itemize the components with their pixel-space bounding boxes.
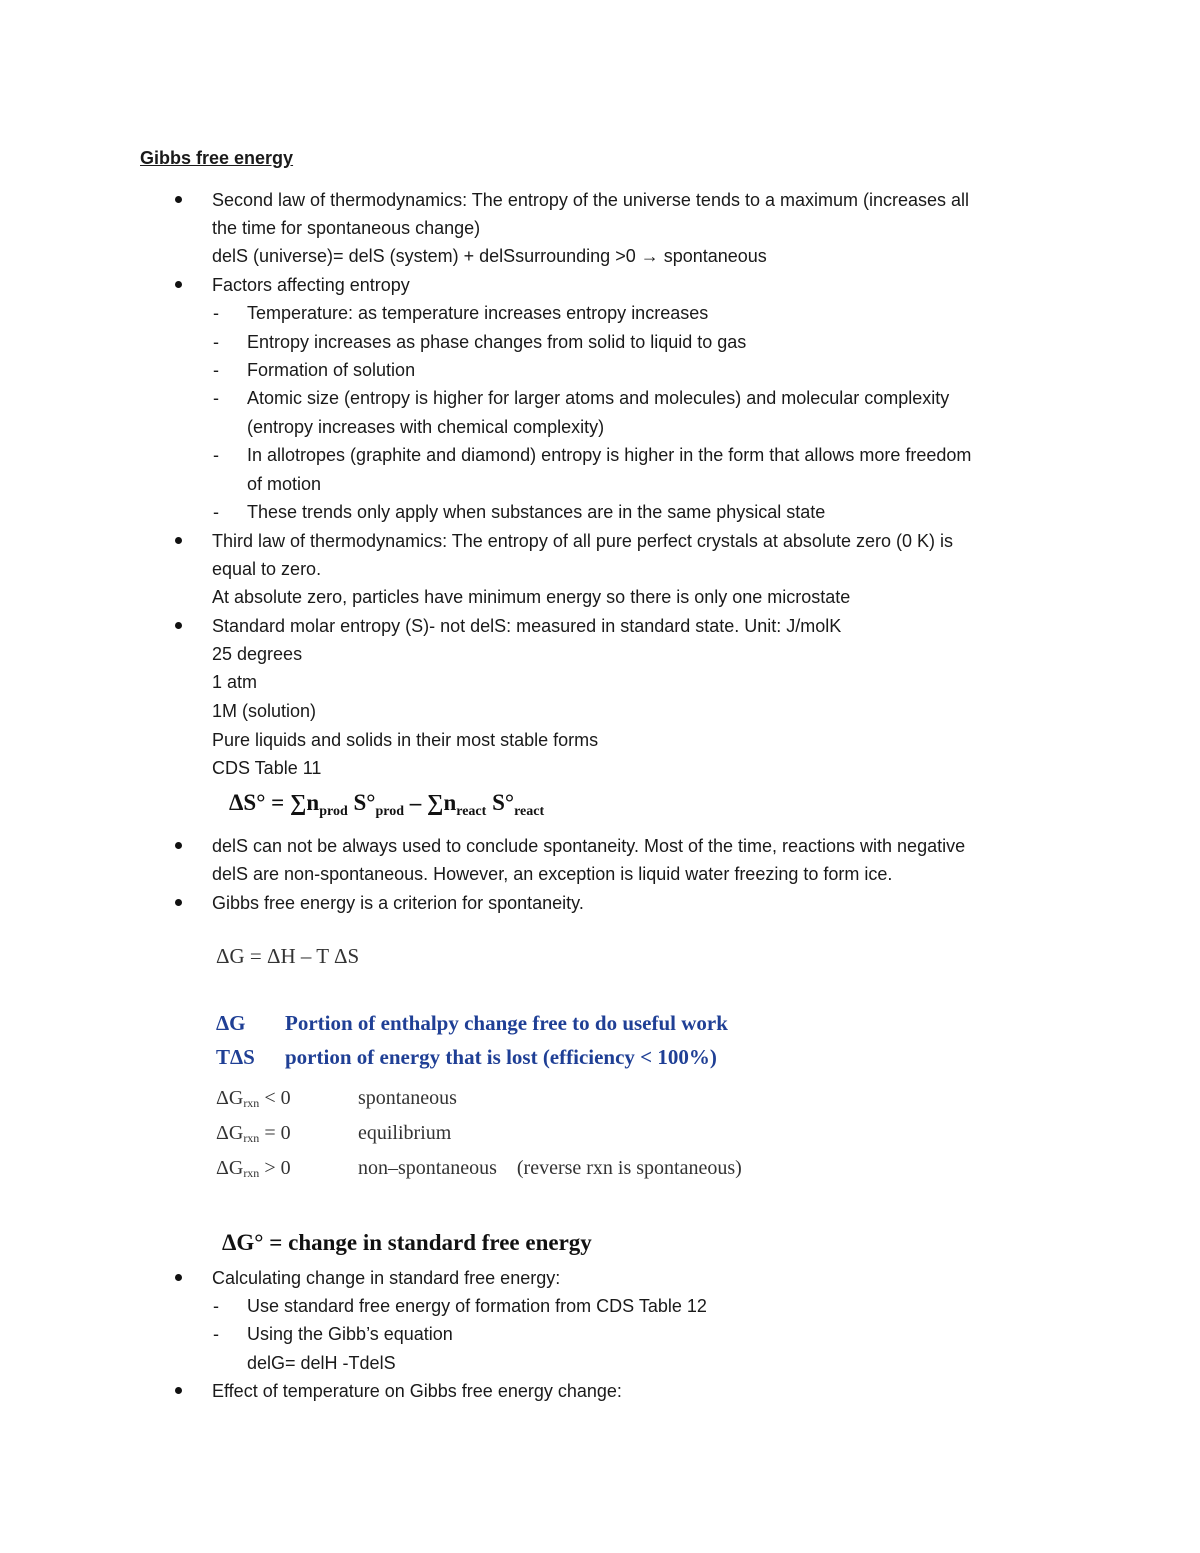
text-line: Standard molar entropy (S)- not delS: measured in standard state. Unit: J/molK: [212, 616, 842, 636]
condition-text: non–spontaneous (reverse rxn is spontaneous): [358, 1157, 742, 1179]
text-line: 25 degrees: [212, 644, 303, 664]
text-line: Calculating change in standard free energy:: [212, 1268, 561, 1288]
text-line: Pure liquids and solids in their most stable forms: [212, 730, 599, 750]
text-line: At absolute zero, particles have minimum energy so there is only one microstate: [212, 587, 851, 607]
text-line: These trends only apply when substances are in the same physical state: [247, 502, 826, 522]
text-line: delS (universe)= delS (system) + delSsurrounding >0 → spontaneous: [212, 246, 767, 266]
bullet-icon: [175, 899, 182, 906]
text-line: Gibbs free energy is a criterion for spontaneity.: [212, 893, 584, 913]
text-line: In allotropes (graphite and diamond) entropy is higher in the form that allows more freedom: [247, 445, 972, 465]
text-line: of motion: [247, 474, 322, 494]
page-title: Gibbs free energy: [140, 148, 294, 168]
dash-icon: -: [213, 360, 219, 380]
bullet-icon: [175, 196, 182, 203]
dash-icon: -: [213, 303, 219, 323]
entropy-equation: $\Delta S^\circ = \sum n_{prod}$ $S^\circ_{prod} - \sum n_{react}$ $S^\circ_{react}$: [229, 790, 545, 819]
text-line: (entropy increases with chemical complexity): [247, 417, 605, 437]
dash-icon: -: [213, 1296, 219, 1316]
text-line: CDS Table 11: [212, 758, 322, 778]
bullet-icon: [175, 1387, 182, 1394]
dash-icon: -: [213, 332, 219, 352]
gibbs-equation: ΔG = ΔH – T ΔS: [216, 944, 360, 968]
text-line: Formation of solution: [247, 360, 416, 380]
bullet-icon: [175, 281, 182, 288]
dash-icon: -: [213, 1324, 219, 1344]
text-line: Third law of thermodynamics: The entropy of all pure perfect crystals at absolute zero (0 K) is: [212, 531, 953, 551]
condition-sym: ΔGrxn = 0: [216, 1122, 291, 1145]
t-delta-s-definition: portion of energy that is lost (efficiency < 100%): [285, 1045, 717, 1069]
text-line: Using the Gibb’s equation: [247, 1324, 453, 1344]
condition-sym: ΔGrxn > 0: [216, 1157, 291, 1180]
text-line: Second law of thermodynamics: The entropy of the universe tends to a maximum (increases all: [212, 190, 970, 210]
standard-free-energy-heading: ΔG° = change in standard free energy: [222, 1230, 592, 1255]
bullet-icon: [175, 537, 182, 544]
bullet-icon: [175, 842, 182, 849]
text-line: delS are non-spontaneous. However, an exception is liquid water freezing to form ice.: [212, 864, 893, 884]
dash-icon: -: [213, 388, 219, 408]
bullet-icon: [175, 1274, 182, 1281]
text-line: 1M (solution): [212, 701, 317, 721]
text-line: Factors affecting entropy: [212, 275, 410, 295]
text-line: Temperature: as temperature increases entropy increases: [247, 303, 709, 323]
text-line: 1 atm: [212, 672, 258, 692]
delta-g-symbol: ΔG: [216, 1011, 246, 1035]
text-line: delS can not be always used to conclude spontaneity. Most of the time, reactions with negative: [212, 836, 966, 856]
text-line: delG= delH -TdelS: [247, 1353, 396, 1373]
text-line: Use standard free energy of formation from CDS Table 12: [247, 1296, 707, 1316]
text-line: the time for spontaneous change): [212, 218, 481, 238]
delta-g-definition: Portion of enthalpy change free to do useful work: [285, 1011, 728, 1035]
text-line: Effect of temperature on Gibbs free energy change:: [212, 1381, 622, 1401]
condition-sym: ΔGrxn < 0: [216, 1087, 291, 1110]
condition-text: equilibrium: [358, 1122, 452, 1144]
bullet-icon: [175, 622, 182, 629]
dash-icon: -: [213, 445, 219, 465]
t-delta-s-symbol: TΔS: [216, 1045, 255, 1069]
condition-text: spontaneous: [358, 1087, 457, 1109]
text-line: Atomic size (entropy is higher for larger atoms and molecules) and molecular complexity: [247, 388, 950, 408]
text-line: equal to zero.: [212, 559, 322, 579]
dash-icon: -: [213, 502, 219, 522]
text-line: Entropy increases as phase changes from solid to liquid to gas: [247, 332, 747, 352]
